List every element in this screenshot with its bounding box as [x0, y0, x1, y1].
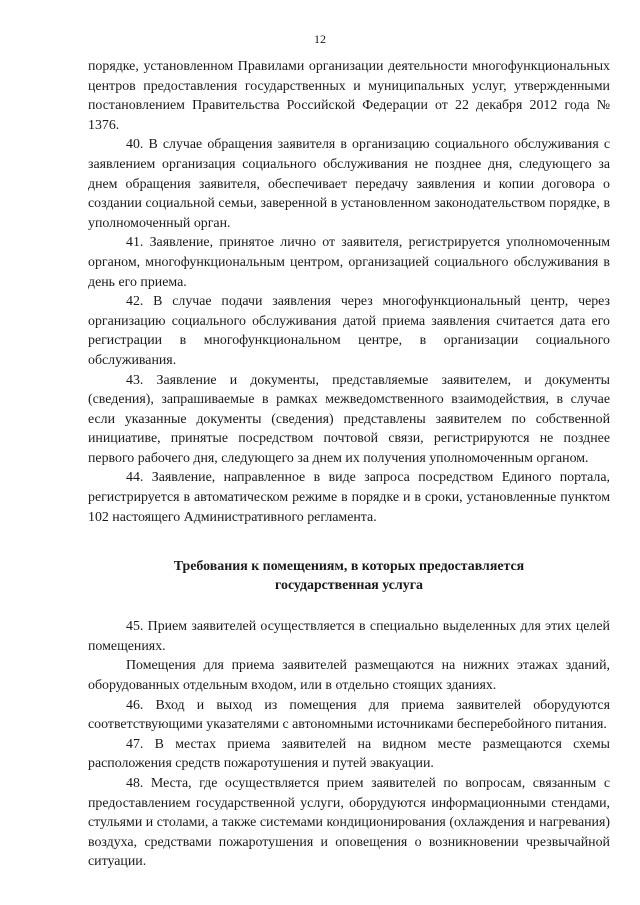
page-number: 12	[314, 32, 326, 46]
paragraph-cont: порядке, установленном Правилами организации деятельности многофункциональных центров предоставления государственных и муниципальных услуг, утвержденными постановлением Правительства Российской Федерации от 22 декабря 2012 года № 1376.	[88, 59, 610, 133]
paragraphs-top	[88, 57, 610, 527]
paragraph-p46: 46. Вход и выход из помещения для приема заявителей оборудуются соответствующими указателями с автономными источниками бесперебойного питания.	[88, 697, 610, 733]
paragraph-p45b: Помещения для приема заявителей размещаются на нижних этажах зданий, оборудованных отдельным входом, или в отдельно стоящих зданиях.	[88, 658, 610, 694]
document-body	[88, 57, 610, 872]
paragraph-p41: 41. Заявление, принятое лично от заявителя, регистрируется уполномоченным органом, многофункциональным центром, организацией социального обслуживания в день его приема.	[88, 235, 610, 290]
section-heading-line-2: государственная услуга	[275, 578, 423, 594]
paragraph-p47: 47. В местах приема заявителей на видном месте размещаются схемы расположения средств пожаротушения и путей эвакуации.	[88, 736, 610, 772]
paragraph-p42: 42. В случае подачи заявления через многофункциональный центр, через организацию социального обслуживания датой приема заявления считается дата его регистрации в многофункциональном центре, в организации социального обслуживания.	[88, 294, 610, 368]
paragraphs-bottom	[88, 617, 610, 872]
section-heading-line-1: Требования к помещениям, в которых предоставляется	[173, 559, 525, 575]
paragraph-p48: 48. Места, где осуществляется прием заявителей по вопросам, связанным с предоставлением государственной услуги, оборудуются информационными стендами, стульями и столами, а также системами кондиционирования (охлаждения и нагревания) воздуха, средствами пожаротушения и оповещения о возникновении чрезвычайной ситуации.	[88, 776, 610, 870]
paragraph-p45: 45. Прием заявителей осуществляется в специально выделенных для этих целей помещениях.	[88, 619, 610, 654]
section-heading	[88, 557, 610, 595]
paragraph-p43: 43. Заявление и документы, представляемые заявителем, и документы (сведения), запрашиваемые в рамках межведомственного взаимодействия, в случае если указанные документы (сведения) представлены заявителем по собственной инициативе, принятые посредством почтовой связи, регистрируются не позднее первого рабочего дня, следующего за днем их получения уполномоченным органом.	[88, 372, 610, 466]
paragraph-p40: 40. В случае обращения заявителя в организацию социального обслуживания с заявлением организация социального обслуживания не позднее дня, следующего за днем обращения заявителя, обеспечивает передачу заявления и копии договора о создании социальной семьи, заверенной в установленном законодательством порядке, в уполномоченный орган.	[88, 137, 610, 231]
paragraph-p44: 44. Заявление, направленное в виде запроса посредством Единого портала, регистрируется в автоматическом режиме в порядке и в сроки, установленные пунктом 102 настоящего Административного регламента.	[88, 470, 610, 525]
